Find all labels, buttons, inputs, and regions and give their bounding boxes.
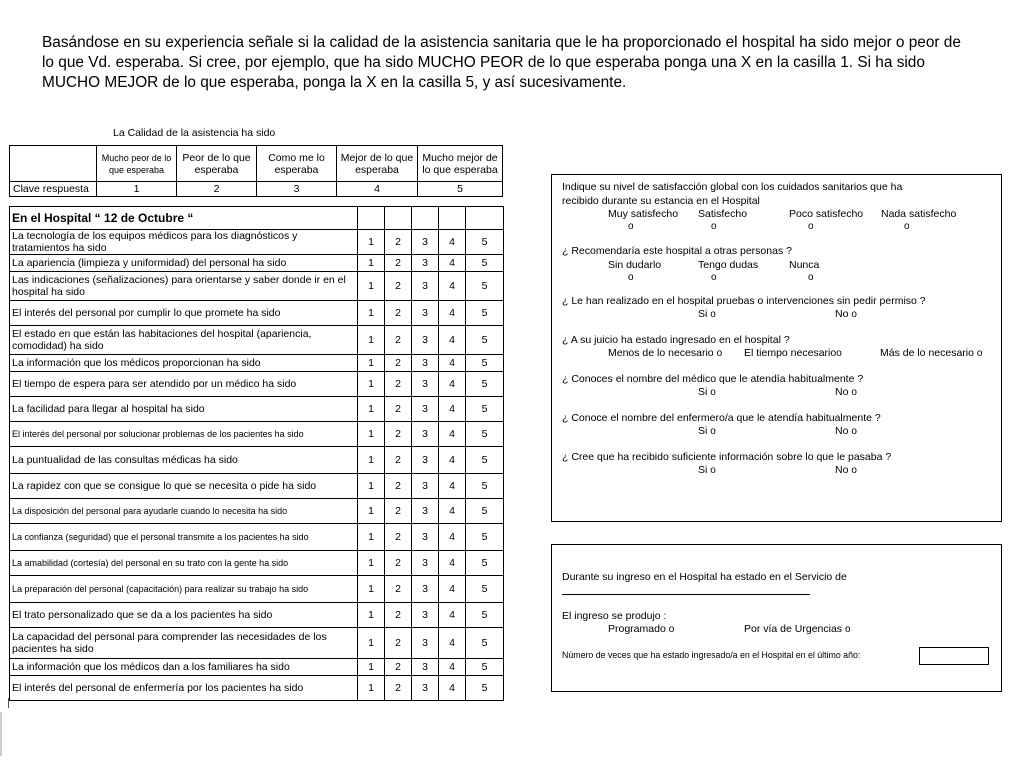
rating-option-1[interactable]: 1	[358, 255, 385, 272]
rating-option-4[interactable]: 4	[439, 301, 466, 326]
rating-option-4[interactable]: 4	[439, 499, 466, 524]
key-value-5: 5	[418, 182, 503, 197]
rating-option-5[interactable]: 5	[466, 524, 504, 551]
rating-option-5[interactable]: 5	[466, 628, 504, 659]
key-value-3: 3	[257, 182, 337, 197]
rating-option-2[interactable]: 2	[385, 628, 412, 659]
table-row	[10, 397, 504, 422]
rating-option-3[interactable]: 3	[412, 272, 439, 301]
admission-box	[551, 544, 1002, 692]
q7-no[interactable]: No o	[835, 464, 857, 476]
rating-option-4[interactable]: 4	[439, 230, 466, 255]
rating-option-1[interactable]: 1	[358, 474, 385, 499]
hospital-item: La disposición del personal para ayudarle cuando lo necesita ha sido	[10, 499, 358, 524]
hospital-item: El interés del personal por cumplir lo que promete ha sido	[10, 301, 358, 326]
table-row	[10, 422, 504, 447]
q3-text: ¿ Le han realizado en el hospital pruebas o intervenciones sin pedir permiso ?	[562, 295, 926, 307]
rating-option-4[interactable]: 4	[439, 326, 466, 355]
rating-option-1[interactable]: 1	[358, 551, 385, 576]
scale-header-3: Como me lo esperaba	[257, 146, 337, 182]
rating-option-2[interactable]: 2	[385, 447, 412, 474]
q1-text: Indique su nivel de satisfacción global con los cuidados sanitarios que ha	[562, 181, 903, 193]
rating-option-1[interactable]: 1	[358, 659, 385, 676]
service-label: Durante su ingreso en el Hospital ha estado en el Servicio de	[562, 571, 847, 583]
rating-option-5[interactable]: 5	[466, 230, 504, 255]
scale-table	[9, 145, 503, 197]
rating-option-5[interactable]: 5	[466, 355, 504, 372]
table-row	[10, 628, 504, 659]
rating-option-4[interactable]: 4	[439, 524, 466, 551]
table-edge	[8, 698, 9, 708]
scale-header-1: Mucho peor de lo que esperaba	[97, 146, 177, 182]
table-row	[10, 676, 504, 701]
intro-text: Basándose en su experiencia señale si la calidad de la asistencia sanitaria que le ha proporcionado el hospital ha sido mejor o peor de lo que Vd. esperaba. Si cree, por ejemplo, que ha sido MUCHO PEOR de lo que esperaba ponga una X en la casilla 1. Si ha sido MUCHO MEJOR de lo que esperaba, ponga la X en la casilla 5, y así sucesivamente.	[42, 34, 961, 91]
rating-option-2[interactable]: 2	[385, 499, 412, 524]
rating-option-3[interactable]: 3	[412, 372, 439, 397]
table-row	[10, 499, 504, 524]
rating-option-5[interactable]: 5	[466, 551, 504, 576]
rating-option-4[interactable]: 4	[439, 272, 466, 301]
programado-option[interactable]: Programado o	[608, 623, 675, 635]
rating-option-3[interactable]: 3	[412, 659, 439, 676]
rating-option-5[interactable]: 5	[466, 372, 504, 397]
table-row	[10, 447, 504, 474]
rating-option-4[interactable]: 4	[439, 397, 466, 422]
q4-opt-1[interactable]: Menos de lo necesario o	[608, 347, 723, 359]
q1-opt-4: Nada satisfecho	[881, 208, 957, 220]
hospital-item: La preparación del personal (capacitación) para realizar su trabajo ha sido	[10, 576, 358, 603]
rating-option-4[interactable]: 4	[439, 255, 466, 272]
hospital-item: La información que los médicos dan a los familiares ha sido	[10, 659, 358, 676]
rating-option-4[interactable]: 4	[439, 603, 466, 628]
rating-option-3[interactable]: 3	[412, 551, 439, 576]
hospital-item: La apariencia (limpieza y uniformidad) del personal ha sido	[10, 255, 358, 272]
hospital-item: La rapidez con que se consigue lo que se necesita o pide ha sido	[10, 474, 358, 499]
rating-option-3[interactable]: 3	[412, 326, 439, 355]
hospital-item: El tiempo de espera para ser atendido por un médico ha sido	[10, 372, 358, 397]
hospital-item: El interés del personal de enfermería por los pacientes ha sido	[10, 676, 358, 701]
hospital-item: La confianza (seguridad) que el personal transmite a los pacientes ha sido	[10, 524, 358, 551]
rating-option-2[interactable]: 2	[385, 524, 412, 551]
rating-option-1[interactable]: 1	[358, 301, 385, 326]
q1-opt-2: Satisfecho	[698, 208, 748, 220]
table-row	[10, 474, 504, 499]
q1-radio-1[interactable]: o	[628, 221, 634, 232]
scale-header-2: Peor de lo que esperaba	[177, 146, 257, 182]
hospital-title: En el Hospital “ 12 de Octubre “	[10, 207, 358, 230]
rating-option-2[interactable]: 2	[385, 676, 412, 701]
q6-text: ¿ Conoce el nombre del enfermero/a que le atendía habitualmente ?	[562, 412, 881, 424]
veces-label: Número de veces que ha estado ingresado/a en el Hospital en el último año:	[562, 650, 861, 660]
q5-yes[interactable]: Si o	[698, 386, 716, 398]
hospital-item: El trato personalizado que se da a los pacientes ha sido	[10, 603, 358, 628]
rating-option-5[interactable]: 5	[466, 499, 504, 524]
table-row	[10, 326, 504, 355]
rating-option-5[interactable]: 5	[466, 326, 504, 355]
service-field[interactable]	[562, 594, 810, 595]
rating-option-1[interactable]: 1	[358, 524, 385, 551]
q1-radio-4[interactable]: o	[904, 221, 910, 232]
q1-radio-2[interactable]: o	[711, 221, 717, 232]
rating-option-5[interactable]: 5	[466, 676, 504, 701]
rating-option-3[interactable]: 3	[412, 576, 439, 603]
rating-option-4[interactable]: 4	[439, 628, 466, 659]
hospital-item: El interés del personal por solucionar problemas de los pacientes ha sido	[10, 422, 358, 447]
rating-option-2[interactable]: 2	[385, 397, 412, 422]
rating-option-5[interactable]: 5	[466, 576, 504, 603]
rating-option-1[interactable]: 1	[358, 422, 385, 447]
rating-option-2[interactable]: 2	[385, 422, 412, 447]
rating-option-4[interactable]: 4	[439, 474, 466, 499]
rating-option-3[interactable]: 3	[412, 628, 439, 659]
rating-option-3[interactable]: 3	[412, 230, 439, 255]
q2-text: ¿ Recomendaría este hospital a otras personas ?	[562, 245, 792, 257]
key-value-2: 2	[177, 182, 257, 197]
rating-option-5[interactable]: 5	[466, 301, 504, 326]
rating-option-2[interactable]: 2	[385, 326, 412, 355]
rating-option-1[interactable]: 1	[358, 576, 385, 603]
hospital-item: La amabilidad (cortesía) del personal en su trato con la gente ha sido	[10, 551, 358, 576]
rating-option-5[interactable]: 5	[466, 397, 504, 422]
rating-option-1[interactable]: 1	[358, 397, 385, 422]
table-row	[10, 551, 504, 576]
q2-radio-3[interactable]: o	[808, 272, 814, 283]
rating-option-2[interactable]: 2	[385, 355, 412, 372]
rating-option-4[interactable]: 4	[439, 447, 466, 474]
rating-option-2[interactable]: 2	[385, 474, 412, 499]
rating-option-3[interactable]: 3	[412, 422, 439, 447]
rating-option-1[interactable]: 1	[358, 676, 385, 701]
q6-no[interactable]: No o	[835, 425, 857, 437]
key-label: Clave respuesta	[10, 182, 97, 197]
rating-option-5[interactable]: 5	[466, 272, 504, 301]
rating-option-2[interactable]: 2	[385, 551, 412, 576]
rating-option-4[interactable]: 4	[439, 422, 466, 447]
key-value-1: 1	[97, 182, 177, 197]
q3-yes[interactable]: Si o	[698, 308, 716, 320]
q4-opt-3[interactable]: Más de lo necesario o	[880, 347, 983, 359]
satisfaction-box	[551, 174, 1002, 522]
q4-text: ¿ A su juicio ha estado ingresado en el hospital ?	[562, 334, 790, 346]
rating-option-1[interactable]: 1	[358, 230, 385, 255]
rating-option-4[interactable]: 4	[439, 659, 466, 676]
q1-opt-3: Poco satisfecho	[789, 208, 864, 220]
table-row	[10, 576, 504, 603]
table-row	[10, 255, 504, 272]
table-row	[10, 372, 504, 397]
q1-opt-1: Muy satisfecho	[608, 208, 679, 220]
rating-option-3[interactable]: 3	[412, 499, 439, 524]
veces-input[interactable]	[919, 647, 989, 665]
table-row	[10, 355, 504, 372]
q2-radio-2[interactable]: o	[711, 272, 717, 283]
rating-option-3[interactable]: 3	[412, 355, 439, 372]
rating-option-4[interactable]: 4	[439, 355, 466, 372]
q1-text-2: recibido durante su estancia en el Hospital	[562, 195, 760, 207]
rating-option-2[interactable]: 2	[385, 301, 412, 326]
key-value-4: 4	[337, 182, 418, 197]
ingreso-label: El ingreso se produjo :	[562, 610, 667, 622]
rating-option-5[interactable]: 5	[466, 474, 504, 499]
hospital-item: La información que los médicos proporcionan ha sido	[10, 355, 358, 372]
rating-option-1[interactable]: 1	[358, 447, 385, 474]
q4-opt-2[interactable]: El tiempo necesarioo	[744, 347, 842, 359]
rating-option-3[interactable]: 3	[412, 301, 439, 326]
rating-option-3[interactable]: 3	[412, 676, 439, 701]
hospital-item: La facilidad para llegar al hospital ha sido	[10, 397, 358, 422]
rating-option-3[interactable]: 3	[412, 255, 439, 272]
hospital-table	[9, 206, 504, 701]
table-row	[10, 659, 504, 676]
page-edge	[0, 712, 2, 756]
rating-option-3[interactable]: 3	[412, 603, 439, 628]
q2-opt-3: Nunca	[789, 259, 820, 271]
rating-option-1[interactable]: 1	[358, 326, 385, 355]
hospital-item: La puntualidad de las consultas médicas ha sido	[10, 447, 358, 474]
scale-header-5: Mucho mejor de lo que esperaba	[418, 146, 503, 182]
q5-no[interactable]: No o	[835, 386, 857, 398]
rating-option-4[interactable]: 4	[439, 676, 466, 701]
rating-option-2[interactable]: 2	[385, 272, 412, 301]
rating-option-2[interactable]: 2	[385, 230, 412, 255]
rating-option-1[interactable]: 1	[358, 355, 385, 372]
q6-yes[interactable]: Si o	[698, 425, 716, 437]
rating-option-1[interactable]: 1	[358, 372, 385, 397]
q5-text: ¿ Conoces el nombre del médico que le atendía habitualmente ?	[562, 373, 864, 385]
q2-opt-1: Sin dudarlo	[608, 259, 662, 271]
rating-option-5[interactable]: 5	[466, 255, 504, 272]
q2-opt-2: Tengo dudas	[698, 259, 759, 271]
scale-header-blank	[10, 146, 97, 182]
rating-option-1[interactable]: 1	[358, 603, 385, 628]
rating-option-2[interactable]: 2	[385, 659, 412, 676]
rating-option-3[interactable]: 3	[412, 524, 439, 551]
rating-option-1[interactable]: 1	[358, 272, 385, 301]
rating-option-5[interactable]: 5	[466, 659, 504, 676]
rating-option-4[interactable]: 4	[439, 551, 466, 576]
rating-option-2[interactable]: 2	[385, 255, 412, 272]
rating-option-2[interactable]: 2	[385, 576, 412, 603]
rating-option-5[interactable]: 5	[466, 603, 504, 628]
rating-option-3[interactable]: 3	[412, 447, 439, 474]
rating-option-5[interactable]: 5	[466, 447, 504, 474]
table-row	[10, 524, 504, 551]
q7-yes[interactable]: Si o	[698, 464, 716, 476]
rating-option-2[interactable]: 2	[385, 372, 412, 397]
table-row	[10, 230, 504, 255]
urgencias-option[interactable]: Por vía de Urgencias o	[744, 623, 851, 635]
q2-radio-1[interactable]: o	[628, 272, 634, 283]
rating-option-2[interactable]: 2	[385, 603, 412, 628]
q1-radio-3[interactable]: o	[808, 221, 814, 232]
rating-option-1[interactable]: 1	[358, 499, 385, 524]
table-row	[10, 301, 504, 326]
rating-option-1[interactable]: 1	[358, 628, 385, 659]
rating-option-3[interactable]: 3	[412, 397, 439, 422]
table-row	[10, 603, 504, 628]
rating-option-4[interactable]: 4	[439, 372, 466, 397]
hospital-item: El estado en que están las habitaciones del hospital (apariencia, comodidad) ha sido	[10, 326, 358, 355]
q7-text: ¿ Cree que ha recibido suficiente información sobre lo que le pasaba ?	[562, 451, 892, 463]
rating-option-4[interactable]: 4	[439, 576, 466, 603]
q3-no[interactable]: No o	[835, 308, 857, 320]
hospital-item: Las indicaciones (señalizaciones) para orientarse y saber donde ir en el hospital ha sido	[10, 272, 358, 301]
rating-option-5[interactable]: 5	[466, 422, 504, 447]
hospital-item: La capacidad del personal para comprender las necesidades de los pacientes ha sido	[10, 628, 358, 659]
table-row	[10, 272, 504, 301]
scale-header-4: Mejor de lo que esperaba	[337, 146, 418, 182]
scale-title: La Calidad de la asistencia ha sido	[113, 127, 276, 139]
hospital-item: La tecnología de los equipos médicos para los diagnósticos y tratamientos ha sido	[10, 230, 358, 255]
rating-option-3[interactable]: 3	[412, 474, 439, 499]
